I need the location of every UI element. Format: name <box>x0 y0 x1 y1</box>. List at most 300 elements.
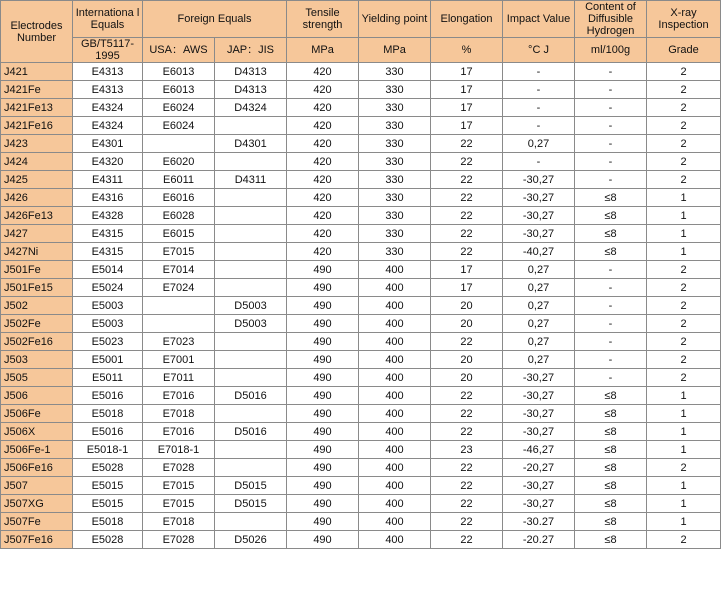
jis-equal-cell <box>215 351 287 369</box>
gb-equal-cell: E4315 <box>73 225 143 243</box>
aws-equal-cell: E6015 <box>143 225 215 243</box>
tensile-cell: 490 <box>287 405 359 423</box>
header-unit-yield: MPa <box>359 38 431 63</box>
electrode-number-cell: J507XG <box>1 495 73 513</box>
yield-cell: 330 <box>359 153 431 171</box>
xray-grade-cell: 1 <box>647 243 721 261</box>
jis-equal-cell <box>215 117 287 135</box>
electrode-number-cell: J502Fe <box>1 315 73 333</box>
hydrogen-cell: - <box>575 63 647 81</box>
gb-equal-cell: E4324 <box>73 117 143 135</box>
xray-grade-cell: 1 <box>647 405 721 423</box>
jis-equal-cell: D4324 <box>215 99 287 117</box>
hydrogen-cell: ≤8 <box>575 477 647 495</box>
elongation-cell: 22 <box>431 423 503 441</box>
table-row <box>1 351 721 369</box>
xray-grade-cell: 1 <box>647 513 721 531</box>
hydrogen-cell: ≤8 <box>575 405 647 423</box>
jis-equal-cell: D4301 <box>215 135 287 153</box>
elongation-cell: 20 <box>431 369 503 387</box>
header-unit-impact: °C J <box>503 38 575 63</box>
elongation-cell: 20 <box>431 297 503 315</box>
aws-equal-cell: E7018 <box>143 405 215 423</box>
hydrogen-cell: - <box>575 279 647 297</box>
impact-cell: -30,27 <box>503 405 575 423</box>
electrode-number-cell: J506Fe16 <box>1 459 73 477</box>
xray-grade-cell: 2 <box>647 531 721 549</box>
impact-cell: -30.27 <box>503 513 575 531</box>
impact-cell: - <box>503 63 575 81</box>
xray-grade-cell: 1 <box>647 495 721 513</box>
xray-grade-cell: 2 <box>647 99 721 117</box>
tensile-cell: 490 <box>287 261 359 279</box>
gb-equal-cell: E4320 <box>73 153 143 171</box>
tensile-cell: 490 <box>287 315 359 333</box>
gb-equal-cell: E5016 <box>73 423 143 441</box>
impact-cell: -40,27 <box>503 243 575 261</box>
tensile-cell: 490 <box>287 459 359 477</box>
jis-equal-cell: D4313 <box>215 63 287 81</box>
yield-cell: 400 <box>359 477 431 495</box>
jis-equal-cell <box>215 189 287 207</box>
xray-grade-cell: 2 <box>647 135 721 153</box>
electrode-number-cell: J502 <box>1 297 73 315</box>
tensile-cell: 420 <box>287 189 359 207</box>
jis-equal-cell <box>215 279 287 297</box>
gb-equal-cell: E4313 <box>73 81 143 99</box>
jis-equal-cell <box>215 333 287 351</box>
tensile-cell: 490 <box>287 369 359 387</box>
electrode-number-cell: J507 <box>1 477 73 495</box>
impact-cell: 0,27 <box>503 315 575 333</box>
yield-cell: 330 <box>359 189 431 207</box>
elongation-cell: 17 <box>431 117 503 135</box>
aws-equal-cell: E7018 <box>143 513 215 531</box>
impact-cell: 0,27 <box>503 135 575 153</box>
electrode-number-cell: J506X <box>1 423 73 441</box>
gb-equal-cell: E5014 <box>73 261 143 279</box>
table-row <box>1 63 721 81</box>
xray-grade-cell: 2 <box>647 459 721 477</box>
electrode-number-cell: J426Fe13 <box>1 207 73 225</box>
yield-cell: 400 <box>359 333 431 351</box>
tensile-cell: 420 <box>287 117 359 135</box>
gb-equal-cell: E5015 <box>73 495 143 513</box>
hydrogen-cell: ≤8 <box>575 513 647 531</box>
elongation-cell: 22 <box>431 333 503 351</box>
hydrogen-cell: ≤8 <box>575 189 647 207</box>
yield-cell: 330 <box>359 171 431 189</box>
impact-cell: 0,27 <box>503 279 575 297</box>
elongation-cell: 22 <box>431 225 503 243</box>
xray-grade-cell: 2 <box>647 117 721 135</box>
elongation-cell: 22 <box>431 189 503 207</box>
hydrogen-cell: - <box>575 81 647 99</box>
electrode-number-cell: J506 <box>1 387 73 405</box>
impact-cell: -20,27 <box>503 459 575 477</box>
jis-equal-cell: D5016 <box>215 423 287 441</box>
jis-equal-cell <box>215 459 287 477</box>
tensile-cell: 420 <box>287 225 359 243</box>
gb-equal-cell: E4328 <box>73 207 143 225</box>
elongation-cell: 22 <box>431 243 503 261</box>
elongation-cell: 22 <box>431 459 503 477</box>
elongation-cell: 17 <box>431 81 503 99</box>
elongation-cell: 23 <box>431 441 503 459</box>
aws-equal-cell: E7015 <box>143 495 215 513</box>
aws-equal-cell: E7016 <box>143 423 215 441</box>
impact-cell: -30,27 <box>503 207 575 225</box>
jis-equal-cell <box>215 153 287 171</box>
table-row <box>1 117 721 135</box>
gb-equal-cell: E5003 <box>73 315 143 333</box>
aws-equal-cell: E7018-1 <box>143 441 215 459</box>
gb-equal-cell: E5018 <box>73 405 143 423</box>
aws-equal-cell: E7028 <box>143 531 215 549</box>
table-row <box>1 441 721 459</box>
jis-equal-cell: D5015 <box>215 495 287 513</box>
impact-cell: -30,27 <box>503 171 575 189</box>
elongation-cell: 17 <box>431 261 503 279</box>
tensile-cell: 490 <box>287 423 359 441</box>
impact-cell: - <box>503 81 575 99</box>
hydrogen-cell: - <box>575 333 647 351</box>
aws-equal-cell: E7015 <box>143 477 215 495</box>
jis-equal-cell: D5003 <box>215 315 287 333</box>
jis-equal-cell <box>215 369 287 387</box>
xray-grade-cell: 2 <box>647 297 721 315</box>
hydrogen-cell: - <box>575 99 647 117</box>
yield-cell: 330 <box>359 81 431 99</box>
tensile-cell: 420 <box>287 153 359 171</box>
table-row <box>1 225 721 243</box>
header-unit-hydrogen: ml/100g <box>575 38 647 63</box>
elongation-cell: 20 <box>431 351 503 369</box>
electrode-number-cell: J503 <box>1 351 73 369</box>
hydrogen-cell: - <box>575 297 647 315</box>
yield-cell: 330 <box>359 225 431 243</box>
table-row <box>1 495 721 513</box>
hydrogen-cell: - <box>575 117 647 135</box>
hydrogen-cell: ≤8 <box>575 459 647 477</box>
header-unit-tensile: MPa <box>287 38 359 63</box>
xray-grade-cell: 1 <box>647 207 721 225</box>
impact-cell: - <box>503 99 575 117</box>
gb-equal-cell: E5024 <box>73 279 143 297</box>
impact-cell: 0,27 <box>503 333 575 351</box>
header-standard-gb: GB/T5117-1995 <box>73 38 143 63</box>
table-row <box>1 531 721 549</box>
elongation-cell: 22 <box>431 171 503 189</box>
gb-equal-cell: E5001 <box>73 351 143 369</box>
table-body <box>1 63 721 549</box>
aws-equal-cell: E7016 <box>143 387 215 405</box>
xray-grade-cell: 2 <box>647 369 721 387</box>
tensile-cell: 420 <box>287 99 359 117</box>
xray-grade-cell: 2 <box>647 171 721 189</box>
xray-grade-cell: 2 <box>647 351 721 369</box>
gb-equal-cell: E5003 <box>73 297 143 315</box>
gb-equal-cell: E5028 <box>73 531 143 549</box>
aws-equal-cell: E6013 <box>143 81 215 99</box>
xray-grade-cell: 2 <box>647 333 721 351</box>
hydrogen-cell: ≤8 <box>575 207 647 225</box>
xray-grade-cell: 2 <box>647 153 721 171</box>
elongation-cell: 22 <box>431 495 503 513</box>
electrode-number-cell: J426 <box>1 189 73 207</box>
aws-equal-cell: E6013 <box>143 63 215 81</box>
xray-grade-cell: 2 <box>647 315 721 333</box>
yield-cell: 400 <box>359 459 431 477</box>
aws-equal-cell: E7011 <box>143 369 215 387</box>
yield-cell: 330 <box>359 135 431 153</box>
header-impact-value: Impact Value <box>503 1 575 38</box>
yield-cell: 400 <box>359 297 431 315</box>
tensile-cell: 490 <box>287 297 359 315</box>
electrode-number-cell: J501Fe <box>1 261 73 279</box>
electrode-number-cell: J421Fe13 <box>1 99 73 117</box>
jis-equal-cell: D5016 <box>215 387 287 405</box>
jis-equal-cell: D5015 <box>215 477 287 495</box>
tensile-cell: 420 <box>287 135 359 153</box>
tensile-cell: 490 <box>287 279 359 297</box>
impact-cell: -30,27 <box>503 387 575 405</box>
gb-equal-cell: E5018-1 <box>73 441 143 459</box>
hydrogen-cell: - <box>575 315 647 333</box>
yield-cell: 330 <box>359 243 431 261</box>
table-row <box>1 261 721 279</box>
elongation-cell: 22 <box>431 513 503 531</box>
xray-grade-cell: 2 <box>647 81 721 99</box>
hydrogen-cell: ≤8 <box>575 387 647 405</box>
elongation-cell: 22 <box>431 135 503 153</box>
table-row <box>1 387 721 405</box>
tensile-cell: 490 <box>287 441 359 459</box>
impact-cell: -46,27 <box>503 441 575 459</box>
xray-grade-cell: 1 <box>647 477 721 495</box>
tensile-cell: 490 <box>287 333 359 351</box>
hydrogen-cell: - <box>575 351 647 369</box>
jis-equal-cell: D4311 <box>215 171 287 189</box>
impact-cell: -30,27 <box>503 225 575 243</box>
header-xray-inspection: X-ray Inspection <box>647 1 721 38</box>
aws-equal-cell: E6020 <box>143 153 215 171</box>
electrode-number-cell: J421Fe <box>1 81 73 99</box>
jis-equal-cell <box>215 513 287 531</box>
aws-equal-cell <box>143 315 215 333</box>
table-row <box>1 459 721 477</box>
aws-equal-cell: E6011 <box>143 171 215 189</box>
electrode-number-cell: J421Fe16 <box>1 117 73 135</box>
header-tensile-strength: Tensile strength <box>287 1 359 38</box>
jis-equal-cell: D5003 <box>215 297 287 315</box>
table-row <box>1 423 721 441</box>
header-yielding-point: Yielding point <box>359 1 431 38</box>
tensile-cell: 490 <box>287 351 359 369</box>
tensile-cell: 490 <box>287 387 359 405</box>
yield-cell: 400 <box>359 369 431 387</box>
yield-cell: 400 <box>359 387 431 405</box>
hydrogen-cell: - <box>575 369 647 387</box>
yield-cell: 400 <box>359 261 431 279</box>
table-row <box>1 81 721 99</box>
impact-cell: - <box>503 117 575 135</box>
xray-grade-cell: 1 <box>647 189 721 207</box>
table-row <box>1 315 721 333</box>
header-unit-elongation: % <box>431 38 503 63</box>
yield-cell: 400 <box>359 351 431 369</box>
yield-cell: 400 <box>359 513 431 531</box>
header-elongation: Elongation <box>431 1 503 38</box>
aws-equal-cell: E7024 <box>143 279 215 297</box>
impact-cell: -30,27 <box>503 477 575 495</box>
table-row <box>1 513 721 531</box>
hydrogen-cell: - <box>575 153 647 171</box>
gb-equal-cell: E4311 <box>73 171 143 189</box>
xray-grade-cell: 2 <box>647 261 721 279</box>
table-row <box>1 171 721 189</box>
impact-cell: -20.27 <box>503 531 575 549</box>
hydrogen-cell: ≤8 <box>575 441 647 459</box>
hydrogen-cell: - <box>575 261 647 279</box>
tensile-cell: 420 <box>287 63 359 81</box>
tensile-cell: 490 <box>287 495 359 513</box>
table-row <box>1 153 721 171</box>
aws-equal-cell: E6016 <box>143 189 215 207</box>
elongation-cell: 22 <box>431 531 503 549</box>
impact-cell: 0,27 <box>503 297 575 315</box>
aws-equal-cell: E7014 <box>143 261 215 279</box>
gb-equal-cell: E5023 <box>73 333 143 351</box>
tensile-cell: 420 <box>287 171 359 189</box>
yield-cell: 400 <box>359 405 431 423</box>
yield-cell: 330 <box>359 207 431 225</box>
jis-equal-cell: D5026 <box>215 531 287 549</box>
elongation-cell: 17 <box>431 99 503 117</box>
table-row <box>1 189 721 207</box>
yield-cell: 400 <box>359 423 431 441</box>
table-header <box>1 1 721 63</box>
hydrogen-cell: - <box>575 171 647 189</box>
table-row <box>1 477 721 495</box>
elongation-cell: 17 <box>431 63 503 81</box>
aws-equal-cell: E7001 <box>143 351 215 369</box>
jis-equal-cell: D4313 <box>215 81 287 99</box>
tensile-cell: 420 <box>287 207 359 225</box>
yield-cell: 400 <box>359 531 431 549</box>
hydrogen-cell: ≤8 <box>575 495 647 513</box>
yield-cell: 400 <box>359 279 431 297</box>
xray-grade-cell: 1 <box>647 387 721 405</box>
yield-cell: 330 <box>359 63 431 81</box>
gb-equal-cell: E5011 <box>73 369 143 387</box>
yield-cell: 330 <box>359 99 431 117</box>
aws-equal-cell: E6024 <box>143 117 215 135</box>
aws-equal-cell: E7028 <box>143 459 215 477</box>
gb-equal-cell: E4315 <box>73 243 143 261</box>
jis-equal-cell <box>215 225 287 243</box>
yield-cell: 400 <box>359 315 431 333</box>
tensile-cell: 490 <box>287 531 359 549</box>
aws-equal-cell: E6028 <box>143 207 215 225</box>
jis-equal-cell <box>215 243 287 261</box>
aws-equal-cell: E6024 <box>143 99 215 117</box>
hydrogen-cell: ≤8 <box>575 243 647 261</box>
tensile-cell: 490 <box>287 477 359 495</box>
header-international-equals: Internationa l Equals <box>73 1 143 38</box>
elongation-cell: 20 <box>431 315 503 333</box>
electrode-number-cell: J423 <box>1 135 73 153</box>
electrode-number-cell: J501Fe15 <box>1 279 73 297</box>
elongation-cell: 22 <box>431 207 503 225</box>
table-row <box>1 135 721 153</box>
impact-cell: 0,27 <box>503 261 575 279</box>
header-standard-usa: USA：AWS <box>143 38 215 63</box>
xray-grade-cell: 1 <box>647 441 721 459</box>
jis-equal-cell <box>215 441 287 459</box>
elongation-cell: 22 <box>431 405 503 423</box>
aws-equal-cell <box>143 135 215 153</box>
header-standard-jap: JAP：JIS <box>215 38 287 63</box>
electrode-number-cell: J505 <box>1 369 73 387</box>
impact-cell: -30,27 <box>503 423 575 441</box>
tensile-cell: 420 <box>287 243 359 261</box>
hydrogen-cell: ≤8 <box>575 531 647 549</box>
electrode-number-cell: J421 <box>1 63 73 81</box>
gb-equal-cell: E5015 <box>73 477 143 495</box>
hydrogen-cell: - <box>575 135 647 153</box>
table-row <box>1 279 721 297</box>
table-row <box>1 369 721 387</box>
gb-equal-cell: E4301 <box>73 135 143 153</box>
table-row <box>1 333 721 351</box>
electrode-number-cell: J507Fe <box>1 513 73 531</box>
xray-grade-cell: 2 <box>647 63 721 81</box>
yield-cell: 400 <box>359 441 431 459</box>
electrode-number-cell: J427Ni <box>1 243 73 261</box>
gb-equal-cell: E5028 <box>73 459 143 477</box>
gb-equal-cell: E4316 <box>73 189 143 207</box>
table-row <box>1 297 721 315</box>
table-row <box>1 243 721 261</box>
aws-equal-cell: E7023 <box>143 333 215 351</box>
impact-cell: -30,27 <box>503 189 575 207</box>
header-unit-grade: Grade <box>647 38 721 63</box>
header-electrodes-number: Electrodes Number <box>1 1 73 63</box>
xray-grade-cell: 2 <box>647 279 721 297</box>
elongation-cell: 17 <box>431 279 503 297</box>
electrode-number-cell: J427 <box>1 225 73 243</box>
header-foreign-equals: Foreign Equals <box>143 1 287 38</box>
aws-equal-cell: E7015 <box>143 243 215 261</box>
jis-equal-cell <box>215 207 287 225</box>
table-row <box>1 99 721 117</box>
tensile-cell: 420 <box>287 81 359 99</box>
impact-cell: 0,27 <box>503 351 575 369</box>
jis-equal-cell <box>215 261 287 279</box>
header-diffusible-hydrogen: Content of Diffusible Hydrogen <box>575 1 647 38</box>
elongation-cell: 22 <box>431 477 503 495</box>
impact-cell: -30,27 <box>503 369 575 387</box>
electrode-number-cell: J506Fe-1 <box>1 441 73 459</box>
electrode-number-cell: J506Fe <box>1 405 73 423</box>
gb-equal-cell: E5016 <box>73 387 143 405</box>
electrode-number-cell: J425 <box>1 171 73 189</box>
yield-cell: 400 <box>359 495 431 513</box>
gb-equal-cell: E4324 <box>73 99 143 117</box>
electrode-number-cell: J424 <box>1 153 73 171</box>
xray-grade-cell: 1 <box>647 423 721 441</box>
